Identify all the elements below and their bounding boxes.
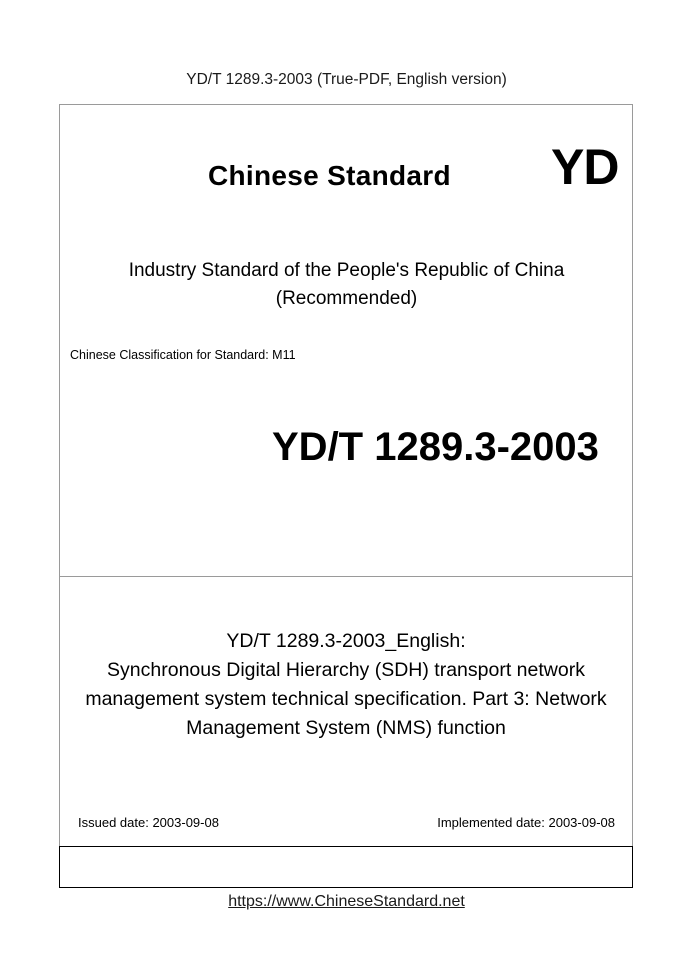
- site-link[interactable]: https://www.ChineseStandard.net: [228, 893, 465, 910]
- industry-line-1: Industry Standard of the People's Republic of China: [128, 260, 565, 281]
- issued-date: Issued date: 2003-09-08: [78, 815, 219, 830]
- document-title-line: YD/T 1289.3-2003_English:: [226, 630, 466, 652]
- document-title-line: Management System (NMS) function: [186, 717, 506, 739]
- implemented-date: Implemented date: 2003-09-08: [437, 815, 615, 830]
- document-title-line: management system technical specification. Part 3: Network: [85, 688, 607, 710]
- document-number: YD/T 1289.3-2003: [272, 425, 599, 469]
- industry-statement: [0, 257, 693, 313]
- standard-code-logo: YD: [551, 139, 619, 195]
- document-title: [59, 627, 633, 743]
- cover-footer-box: [59, 846, 633, 888]
- classification-label: Chinese Classification for Standard: M11: [70, 348, 296, 362]
- document-title-line: Synchronous Digital Hierarchy (SDH) transport network: [107, 659, 585, 681]
- standard-title: Chinese Standard: [208, 160, 451, 191]
- page-header: YD/T 1289.3-2003 (True-PDF, English version): [186, 71, 507, 88]
- site-link-container: [0, 893, 693, 911]
- industry-line-2: (Recommended): [275, 288, 418, 309]
